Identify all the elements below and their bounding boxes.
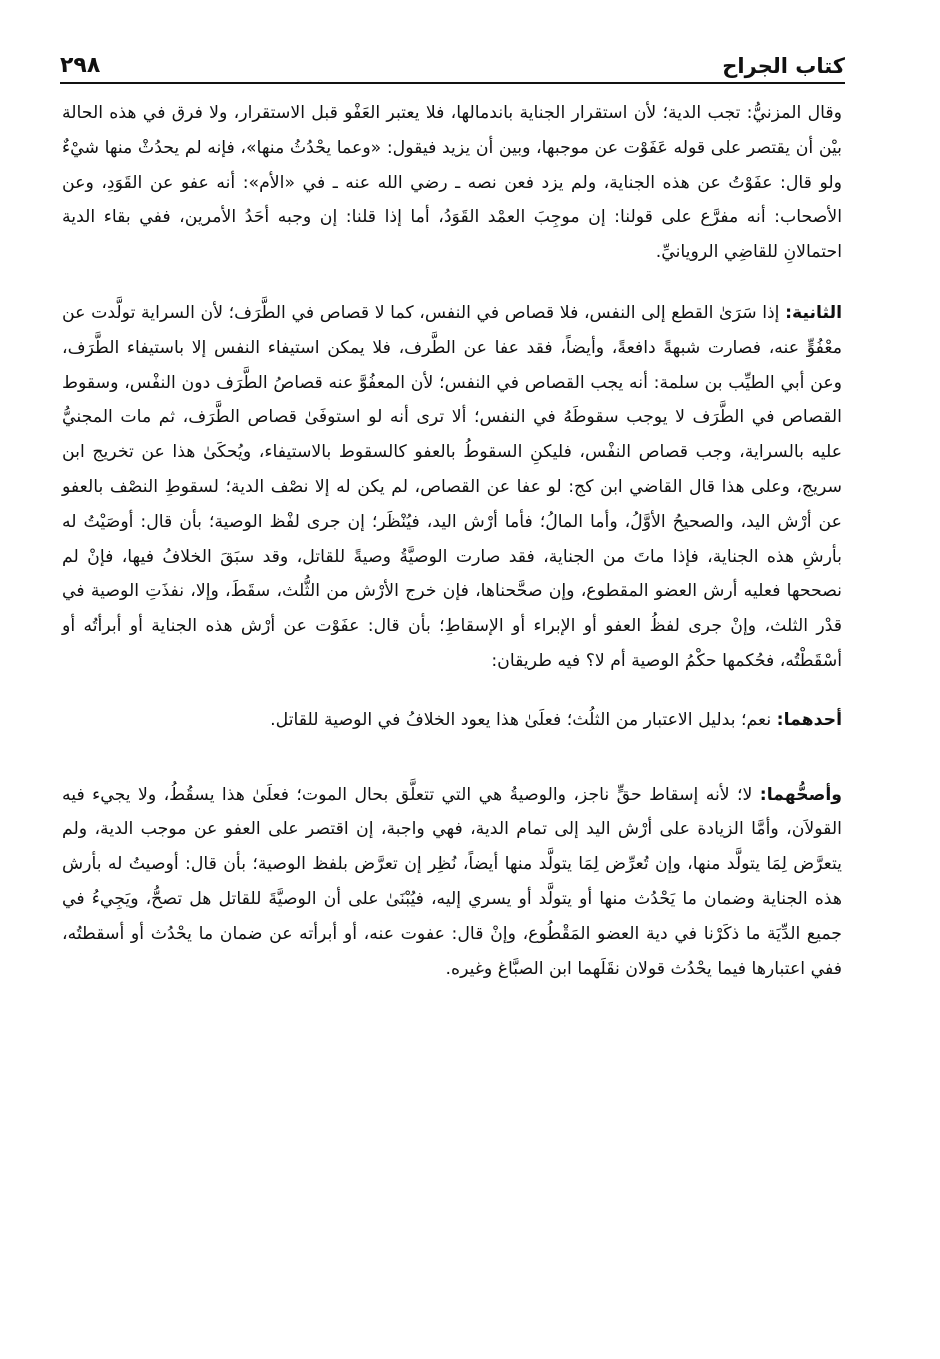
paragraph-muzani xyxy=(62,96,842,270)
paragraph-text: وقال المزنيُّ: تجب الدية؛ لأن استقرار الجناية باندمالها، فلا يعتبر العَفْو قبل الاستقرار، ولا فرق في هذه الحالة بيْن أن يقتصر على قوله عَفَوْت عن موجبها، وبين أن يزيد فيقول: «وعما يحْدُثُ منها»، فإنه لم يحدُثْ منها شيْءٌ ولو قال: عفَوْتُ عن هذه الجناية، ولم يزد فعن نصه ـ رضي الله عنه ـ في «الأم»: أنه عفو عن القَوَدِ، وعن الأصحاب: أنه مفرَّع على قولنا: إن موجِبَ العمْد القَوَدُ، أما إذا قلنا: إن وجبه أحَدُ الأمرين، ففي بقاء الدية احتمالانِ للقاضِي الرويانيِّ. xyxy=(62,103,842,263)
running-title: كتاب الجراح xyxy=(722,54,845,78)
page-number: ٢٩٨ xyxy=(60,53,101,78)
body-text xyxy=(62,96,842,1008)
paragraph-lead: الثانية: xyxy=(785,302,842,323)
paragraph-lead: أحدهما: xyxy=(776,709,842,730)
paragraph-first-path xyxy=(62,703,842,738)
running-header xyxy=(60,38,845,84)
paragraph-text: إذا سَرَىٰ القطع إلى النفس، فلا قصاص في النفس، كما لا قصاص في الطَّرَف؛ لأن السراية تولَّدت عن معْفُوٍّ عنه، فصارت شبهةً دافعةً، وأيضاً، فقد عفا عن الطَّرف، فلا يمكن استيفاء النفس إلا باستيفاء الطَّرَف، وعن أبي الطيِّب بن سلمة: أنه يجب القصاص في النفس؛ لأن المعفُوَّ عنه قصاصُ الطَّرَف دون النفْس، وسقوط القصاص في الطَّرَف لا يوجب سقوطَهُ في النفس؛ ألا ترى أنه لو استوفَىٰ قصاص الطَّرَف، ثم مات المجنيُّ عليه بالسراية، وجب قصاص النفْس، فليكنِ السقوطُ بالعفو كالسقوط بالاستيفاء، ويُحكَىٰ هذا عن تخريج ابن سريج، وعلى هذا قال القاضي ابن كج: لو عفا عن القصاص، لم يكن له إلا نصْف الدية؛ لسقوطِ النصْف بالعفو عن أرْش اليد، والصحيحُ الأوَّلُ، وأما المالُ؛ فأما أرْش اليد، فيُنْظَر؛ إن جرى لفْظ الوصية؛ بأن قال: أوصَيْتُ له بأرشِ هذه الجناية، فإذا ماتَ من الجناية، فقد صارت الوصيَّةُ وصيةً للقاتل، وقد سبَقَ الخلافُ فيها، فإنْ لم نصححها فعليه أرش العضو المقطوع، وإن صحَّحناها، فإن خرج الأرْش من الثُّلث، سقَطَ، وإلا، نفذَتِ الوصية في قدْر الثلث، وإنْ جرى لفظُ العفو أو الإبراء أو الإسقاطِ؛ بأن قال: عفَوْت عن أرْش هذه الجناية أو أبرأتُه أو أسْقَطْتُه، فحُكمها حكْمُ الوصية أم لا؟ فيه طريقان: xyxy=(62,302,842,671)
paragraph-text: لا؛ لأنه إسقاط حقٍّ ناجز، والوصيةُ هي التي تتعلَّق بحال الموت؛ فعلَىٰ هذا يسقُطُ، ولا يجيء فيه القولاَن، وأمَّا الزيادة على أرْش اليد إلى تمام الدية، فهي واجبة، إن اقتصر على العفو عن موجب الدية، ولم يتعرَّض لِمَا يتولَّد منها، وإن تُعرِّض لِمَا يتولَّد منها أيضاً، نُظِر إن تعرَّض بلفظ الوصية؛ بأن قال: أوصيتُ له بأرش هذه الجناية وضمان ما يَحْدُث منها أو يتولَّد أو يسري إليه، فيُبْنَىٰ على أن الوصيَّةَ للقاتل هل تصحُّ، ويَجِيءُ في جميع الدِّيَة ما ذكَرْنا في دية العضو المَقْطُوع، وإنْ قال: عفوت عنه، أو أبرأته عن ضمان ما يحْدُث أو أسقطتُه، ففي اعتبارها فيما يحْدُث قولان نقَلَهما ابن الصبَّاغ وغيره. xyxy=(62,784,842,979)
paragraph-lead: وأصحُّهما: xyxy=(759,784,842,805)
paragraph-sound-path xyxy=(62,778,842,987)
paragraph-second-issue xyxy=(62,296,842,679)
paragraph-text: نعم؛ بدليل الاعتبار من الثلُث؛ فعلَىٰ هذا يعود الخلافُ في الوصية للقاتل. xyxy=(270,709,772,730)
